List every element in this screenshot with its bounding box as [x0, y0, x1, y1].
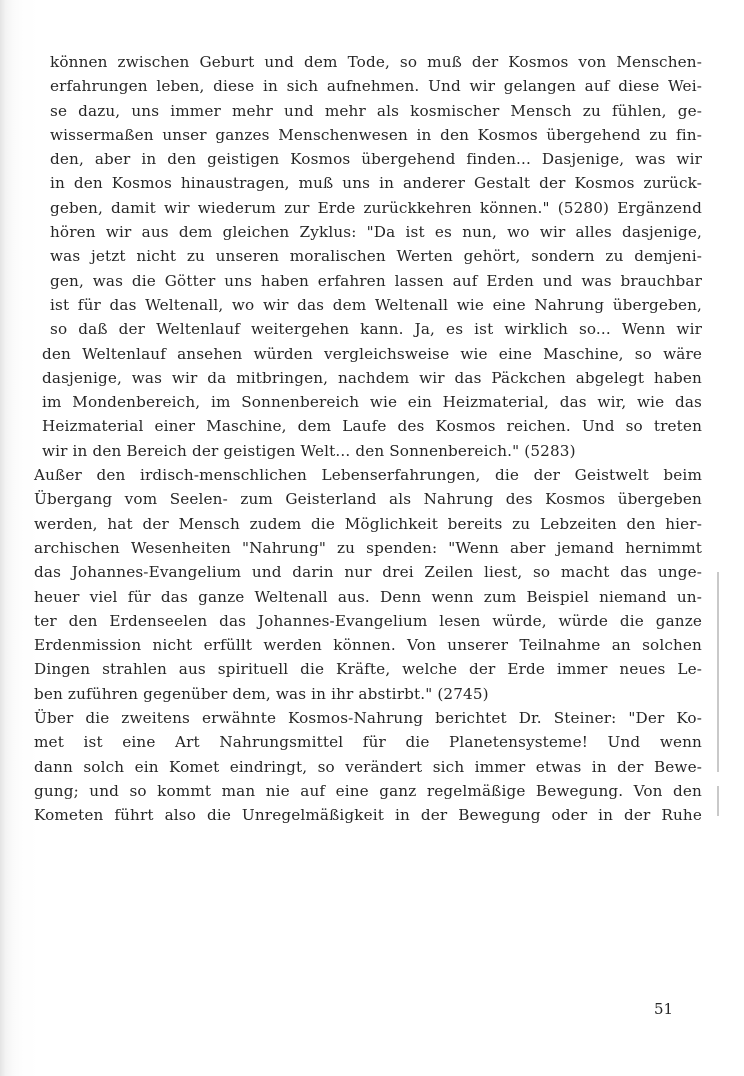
text-line: wir in den Bereich der geistigen Welt... den Sonnenbereich." (5283) [42, 441, 576, 460]
text-line: Kometen führt also die Unregelmäßigkeit in der Bewegung oder in der Ruhe [34, 806, 702, 825]
text-line: ist für das Weltenall, wo wir das dem Weltenall wie eine Nahrung übergeben, [50, 295, 702, 314]
text-line: den, aber in den geistigen Kosmos übergehend finden... Dasjenige, was wir [50, 150, 702, 169]
text-line: was jetzt nicht zu unseren moralischen Werten gehört, sondern zu demjeni- [50, 247, 702, 266]
text-line: Außer den irdisch-menschlichen Lebenserfahrungen, die der Geistwelt beim [34, 466, 702, 485]
text-line: Über die zweitens erwähnte Kosmos-Nahrung berichtet Dr. Steiner: "Der Ko- [34, 709, 702, 728]
text-line: dann solch ein Komet eindringt, so verändert sich immer etwas in der Bewe- [34, 757, 702, 776]
text-line: ben zuführen gegenüber dem, was in ihr abstirbt." (2745) [34, 684, 489, 703]
text-line: den Weltenlauf ansehen würden vergleichsweise wie eine Maschine, so wäre [42, 344, 702, 363]
text-line: se dazu, uns immer mehr und mehr als kosmischer Mensch zu fühlen, ge- [50, 101, 702, 120]
text-line: gen, was die Götter uns haben erfahren lassen auf Erden und was brauchbar [50, 271, 702, 290]
text-line: Heizmaterial einer Maschine, dem Laufe des Kosmos reichen. Und so treten [42, 417, 702, 436]
text-line: archischen Wesenheiten "Nahrung" zu spenden: "Wenn aber jemand hernimmt [34, 538, 702, 557]
text-line: gung; und so kommt man nie auf eine ganz regelmäßige Bewegung. Von den [34, 781, 702, 800]
text-line: das Johannes-Evangelium und darin nur drei Zeilen liest, so macht das unge- [34, 563, 702, 582]
text-line: met ist eine Art Nahrungsmittel für die Planetensysteme! Und wenn [34, 733, 702, 752]
text-line: im Mondenbereich, im Sonnenbereich wie ein Heizmaterial, das wir, wie das [42, 393, 702, 412]
margin-mark [717, 786, 719, 816]
text-line: geben, damit wir wiederum zur Erde zurückkehren können." (5280) Ergänzend [50, 198, 702, 217]
text-line: erfahrungen leben, diese in sich aufnehmen. Und wir gelangen auf diese Wei- [50, 77, 702, 96]
text-line: so daß der Weltenlauf weitergehen kann. Ja, es ist wirklich so... Wenn wir [50, 320, 702, 339]
text-line: wissermaßen unser ganzes Menschenwesen in den Kosmos übergehend zu fin- [50, 125, 702, 144]
text-line: in den Kosmos hinaustragen, muß uns in anderer Gestalt der Kosmos zurück- [50, 174, 702, 193]
text-line: dasjenige, was wir da mitbringen, nachdem wir das Päckchen abgelegt haben [42, 368, 702, 387]
text-line: Erdenmission nicht erfüllt werden können. Von unserer Teilnahme an solchen [34, 636, 702, 655]
page-number: 51 [654, 1000, 674, 1018]
text-line: werden, hat der Mensch zudem die Möglichkeit bereits zu Lebzeiten den hier- [34, 514, 702, 533]
text-line: können zwischen Geburt und dem Tode, so muß der Kosmos von Menschen- [50, 53, 702, 71]
text-line: hören wir aus dem gleichen Zyklus: "Da ist es nun, wo wir alles dasjenige, [50, 223, 702, 242]
margin-mark [717, 572, 719, 772]
text-line: heuer viel für das ganze Weltenall aus. Denn wenn zum Beispiel niemand un- [34, 587, 702, 606]
text-line: Dingen strahlen aus spirituell die Kräfte, welche der Erde immer neues Le- [34, 660, 702, 679]
body-text [34, 50, 702, 828]
text-line: Übergang vom Seelen- zum Geisterland als Nahrung des Kosmos übergeben [34, 490, 702, 509]
text-line: ter den Erdenseelen das Johannes-Evangelium lesen würde, würde die ganze [34, 611, 702, 630]
